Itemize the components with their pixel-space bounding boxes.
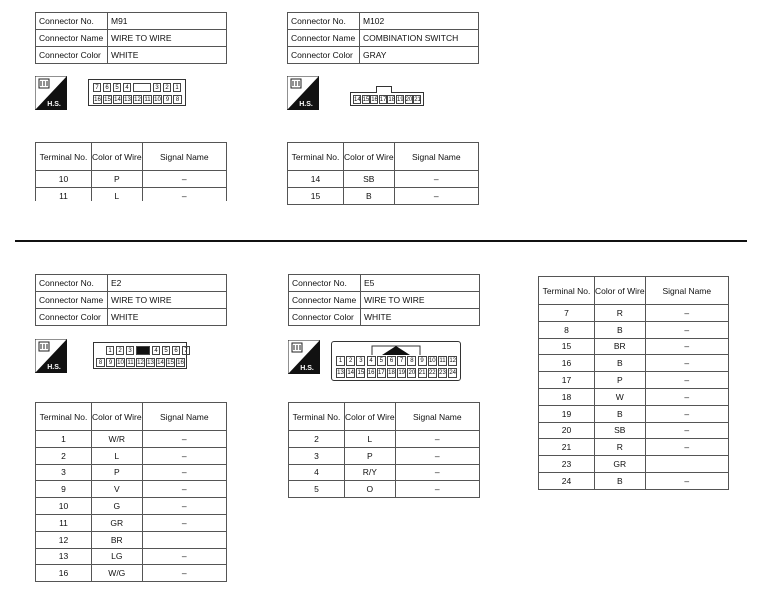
signal-name-cell: –: [645, 422, 728, 439]
connector-pin: 5: [113, 83, 121, 92]
m91-connector-face: [88, 79, 186, 106]
connector-pin: 9: [163, 95, 172, 104]
connector-pin: 9: [418, 356, 427, 366]
connector-color-label: Connector Color: [289, 309, 361, 326]
connector-pin: 6: [172, 346, 180, 355]
signal-name-cell: –: [142, 171, 226, 188]
terminal-no-cell: 11: [36, 187, 92, 204]
connector-pin: 1: [106, 346, 114, 355]
connector-pin: 11: [144, 97, 151, 103]
terminal-header-row: [539, 277, 729, 305]
connector-pin: 16: [367, 370, 375, 376]
wire-color-cell: P: [345, 447, 396, 464]
wire-color-header: Color of Wire: [344, 143, 395, 171]
terminal-no-cell: 21: [539, 439, 595, 456]
e2-terminal-table: [35, 402, 227, 582]
terminal-header-row: [36, 403, 227, 431]
table-row: [36, 481, 227, 498]
table-row: [539, 456, 729, 473]
connector-pin: 21: [418, 370, 426, 376]
section-divider: [15, 240, 747, 242]
connector-pin: 1: [336, 356, 345, 366]
hs-label: H.S.: [299, 101, 313, 108]
terminal-no-cell: 12: [36, 531, 92, 548]
connector-key-slot: [136, 346, 150, 355]
terminal-no-cell: 15: [539, 338, 595, 355]
signal-name-cell: –: [645, 338, 728, 355]
terminal-no-cell: 10: [36, 498, 92, 515]
table-row: [36, 531, 227, 548]
terminal-no-cell: 10: [36, 171, 92, 188]
harness-side-icon: [35, 339, 67, 373]
terminal-header-row: [288, 143, 479, 171]
connector-pin: 14: [114, 97, 121, 103]
hs-label: H.S.: [47, 101, 61, 108]
signal-name-cell: –: [142, 187, 226, 204]
m91-terminal-table: [35, 142, 227, 205]
signal-name-cell: –: [142, 565, 226, 582]
connector-pin: 7: [182, 346, 190, 355]
terminal-no-cell: 1: [36, 431, 92, 448]
signal-name-cell: –: [394, 171, 478, 188]
connector-pin: 15: [362, 97, 370, 103]
terminal-no-cell: 23: [539, 456, 595, 473]
table-row: [289, 431, 480, 448]
table-row: [539, 338, 729, 355]
signal-name-cell: –: [142, 464, 226, 481]
connector-pin: 14: [157, 360, 164, 366]
signal-name-cell: –: [395, 464, 479, 481]
terminal-no-cell: 13: [36, 548, 92, 565]
table-row: [36, 447, 227, 464]
m102-connector-lock: [376, 86, 392, 93]
connector-pin: 14: [354, 97, 361, 103]
harness-side-icon: [287, 76, 319, 110]
connector-pin: 4: [152, 346, 160, 355]
connector-name-label: Connector Name: [288, 30, 360, 47]
connector-pin: 12: [134, 97, 141, 103]
signal-name-cell: –: [395, 447, 479, 464]
harness-side-icon: [35, 76, 67, 110]
connector-pin: 2: [116, 346, 124, 355]
wire-color-cell: SB: [595, 422, 646, 439]
connector-pin: 8: [96, 358, 105, 367]
wire-color-cell: W/R: [92, 431, 143, 448]
signal-name-header: Signal Name: [645, 277, 728, 305]
wire-color-cell: L: [92, 187, 143, 204]
table-cutoff: [34, 201, 229, 209]
e2-connector-info: [35, 274, 227, 326]
connector-pin: 23: [439, 370, 446, 376]
connector-pin: 6: [387, 356, 396, 366]
connector-color-label: Connector Color: [288, 47, 360, 64]
table-row: [539, 422, 729, 439]
connector-no-value: E2: [108, 275, 227, 292]
connector-pin: 3: [356, 356, 365, 366]
wire-color-header: Color of Wire: [92, 403, 143, 431]
connector-pin: 16: [94, 97, 101, 103]
wire-color-header: Color of Wire: [92, 143, 143, 171]
terminal-header-row: [36, 143, 227, 171]
terminal-no-cell: 7: [539, 305, 595, 322]
terminal-no-header: Terminal No.: [36, 403, 92, 431]
connector-name-value: WIRE TO WIRE: [108, 30, 227, 47]
terminal-no-cell: 8: [539, 321, 595, 338]
connector-pin: 13: [124, 97, 131, 103]
terminal-no-cell: 4: [289, 464, 345, 481]
connector-color-value: WHITE: [108, 309, 227, 326]
signal-name-cell: –: [142, 481, 226, 498]
connector-pin: 20: [408, 370, 416, 376]
table-row: [36, 498, 227, 515]
connector-pin: 9: [106, 358, 115, 367]
table-row: [539, 305, 729, 322]
signal-name-cell: –: [645, 321, 728, 338]
signal-name-cell: –: [645, 372, 728, 389]
wire-color-cell: B: [344, 187, 395, 204]
wire-color-header: Color of Wire: [345, 403, 396, 431]
signal-name-header: Signal Name: [142, 403, 226, 431]
wire-color-cell: R: [595, 439, 646, 456]
table-row: [539, 405, 729, 422]
signal-name-cell: –: [395, 431, 479, 448]
wire-color-cell: W/G: [92, 565, 143, 582]
wire-color-cell: P: [92, 464, 143, 481]
connector-pin: 18: [388, 97, 396, 103]
connector-name-row: [36, 292, 227, 309]
signal-name-cell: –: [142, 548, 226, 565]
signal-name-cell: [645, 456, 728, 473]
terminal-header-row: [289, 403, 480, 431]
wire-color-cell: P: [92, 171, 143, 188]
connector-name-label: Connector Name: [36, 30, 108, 47]
hs-label: H.S.: [47, 364, 61, 371]
terminal-no-cell: 2: [289, 431, 345, 448]
connector-pin: 7: [93, 83, 101, 92]
hs-label: H.S.: [300, 365, 314, 372]
table-row: [539, 321, 729, 338]
e5-terminal-table-continued: [538, 276, 729, 490]
signal-name-cell: [142, 531, 226, 548]
wire-color-cell: SB: [344, 171, 395, 188]
connector-pin: 16: [371, 97, 378, 103]
wire-color-cell: GR: [92, 514, 143, 531]
terminal-no-cell: 3: [289, 447, 345, 464]
connector-pin: 12: [137, 360, 144, 366]
signal-name-cell: –: [645, 355, 728, 372]
terminal-no-cell: 5: [289, 481, 345, 498]
table-row: [36, 514, 227, 531]
connector-key-slot: [133, 83, 151, 92]
connector-no-label: Connector No.: [36, 275, 108, 292]
connector-pin: 2: [163, 83, 171, 92]
connector-no-label: Connector No.: [288, 13, 360, 30]
connector-no-row: [289, 275, 480, 292]
connector-pin: 18: [388, 370, 395, 376]
harness-side-icon: [288, 340, 320, 374]
terminal-no-cell: 19: [539, 405, 595, 422]
connector-color-row: [36, 309, 227, 326]
wire-color-cell: BR: [92, 531, 143, 548]
table-row: [289, 447, 480, 464]
m102-terminal-table: [287, 142, 479, 205]
signal-name-cell: –: [142, 447, 226, 464]
connector-pin: 7: [397, 356, 406, 366]
table-row: [36, 464, 227, 481]
connector-pin: 4: [367, 356, 376, 366]
signal-name-cell: –: [645, 472, 728, 489]
connector-pin: 5: [162, 346, 170, 355]
e5-connector-info: [288, 274, 480, 326]
connector-pin: 6: [103, 83, 111, 92]
connector-pin: 14: [347, 370, 355, 376]
table-row: [539, 439, 729, 456]
connector-pin: 10: [117, 360, 124, 366]
connector-no-row: [36, 275, 227, 292]
connector-no-value: M91: [108, 13, 227, 30]
connector-color-value: GRAY: [360, 47, 479, 64]
connector-pin: 10: [428, 358, 436, 364]
wire-color-cell: V: [92, 481, 143, 498]
wire-color-cell: O: [345, 481, 396, 498]
signal-name-cell: –: [645, 439, 728, 456]
table-row: [289, 464, 480, 481]
connector-name-row: [288, 30, 479, 47]
connector-pin: 8: [173, 95, 182, 104]
terminal-no-cell: 3: [36, 464, 92, 481]
e5-connector-hood: [332, 342, 460, 356]
connector-color-label: Connector Color: [36, 309, 108, 326]
e2-connector-face: [93, 342, 187, 369]
table-row: [539, 372, 729, 389]
connector-pin: 5: [377, 356, 386, 366]
connector-pin: 21: [414, 97, 421, 103]
wire-color-cell: L: [345, 431, 396, 448]
connector-pin: 19: [398, 370, 406, 376]
connector-pin: 12: [449, 358, 457, 364]
signal-name-cell: –: [645, 305, 728, 322]
connector-name-value: WIRE TO WIRE: [361, 292, 480, 309]
terminal-no-header: Terminal No.: [289, 403, 345, 431]
connector-pin: 3: [153, 83, 161, 92]
wire-color-cell: P: [595, 372, 646, 389]
terminal-no-cell: 24: [539, 472, 595, 489]
connector-pin: 16: [177, 360, 184, 366]
connector-pin: 20: [405, 97, 413, 103]
connector-pin: 19: [397, 97, 404, 103]
table-row: [288, 187, 479, 204]
connector-pin: 1: [173, 83, 181, 92]
terminal-no-cell: 11: [36, 514, 92, 531]
connector-pin: 11: [127, 360, 134, 366]
wire-color-cell: W: [595, 388, 646, 405]
table-row: [539, 472, 729, 489]
wire-color-cell: G: [92, 498, 143, 515]
connector-pin: 3: [126, 346, 134, 355]
connector-pin: 15: [167, 360, 174, 366]
wire-color-cell: B: [595, 355, 646, 372]
connector-name-label: Connector Name: [36, 292, 108, 309]
terminal-no-cell: 20: [539, 422, 595, 439]
e5-connector-face: [331, 341, 461, 381]
terminal-no-cell: 16: [36, 565, 92, 582]
signal-name-header: Signal Name: [394, 143, 478, 171]
connector-no-value: E5: [361, 275, 480, 292]
signal-name-cell: –: [142, 498, 226, 515]
wire-color-cell: R/Y: [345, 464, 396, 481]
connector-pin: 24: [449, 370, 457, 376]
table-row: [539, 355, 729, 372]
signal-name-header: Signal Name: [142, 143, 226, 171]
wire-color-cell: B: [595, 472, 646, 489]
terminal-no-cell: 2: [36, 447, 92, 464]
table-row: [36, 548, 227, 565]
wire-color-cell: L: [92, 447, 143, 464]
connector-pin: 22: [428, 370, 436, 376]
connector-no-row: [288, 13, 479, 30]
wire-color-cell: BR: [595, 338, 646, 355]
table-row: [36, 171, 227, 188]
table-row: [289, 481, 480, 498]
connector-color-row: [36, 47, 227, 64]
table-row: [288, 171, 479, 188]
wire-color-cell: B: [595, 405, 646, 422]
table-row: [36, 565, 227, 582]
terminal-no-header: Terminal No.: [288, 143, 344, 171]
signal-name-cell: –: [394, 187, 478, 204]
table-row: [539, 388, 729, 405]
connector-color-value: WHITE: [361, 309, 480, 326]
connector-color-row: [289, 309, 480, 326]
m102-connector-info: [287, 12, 479, 64]
signal-name-cell: –: [142, 514, 226, 531]
connector-pin: 15: [104, 97, 111, 103]
terminal-no-cell: 16: [539, 355, 595, 372]
connector-name-row: [36, 30, 227, 47]
signal-name-cell: –: [645, 388, 728, 405]
terminal-no-header: Terminal No.: [539, 277, 595, 305]
wire-color-cell: B: [595, 321, 646, 338]
wire-color-cell: LG: [92, 548, 143, 565]
wire-color-cell: GR: [595, 456, 646, 473]
connector-no-label: Connector No.: [36, 13, 108, 30]
terminal-no-cell: 17: [539, 372, 595, 389]
signal-name-cell: –: [142, 431, 226, 448]
connector-pin: 11: [439, 358, 446, 364]
terminal-no-cell: 18: [539, 388, 595, 405]
terminal-no-cell: 15: [288, 187, 344, 204]
signal-name-cell: –: [645, 405, 728, 422]
connector-name-row: [289, 292, 480, 309]
connector-color-row: [288, 47, 479, 64]
connector-pin: 13: [337, 370, 344, 376]
table-row: [36, 431, 227, 448]
signal-name-cell: –: [395, 481, 479, 498]
connector-pin: 17: [377, 370, 385, 376]
connector-pin: 2: [346, 356, 355, 366]
wire-color-header: Color of Wire: [595, 277, 646, 305]
connector-name-label: Connector Name: [289, 292, 361, 309]
connector-name-value: COMBINATION SWITCH: [360, 30, 479, 47]
connector-no-label: Connector No.: [289, 275, 361, 292]
terminal-no-cell: 14: [288, 171, 344, 188]
connector-no-value: M102: [360, 13, 479, 30]
wire-color-cell: R: [595, 305, 646, 322]
connector-pin: 4: [123, 83, 131, 92]
signal-name-header: Signal Name: [395, 403, 479, 431]
connector-color-label: Connector Color: [36, 47, 108, 64]
m91-connector-info: [35, 12, 227, 64]
connector-name-value: WIRE TO WIRE: [108, 292, 227, 309]
connector-pin: 17: [379, 97, 387, 103]
e5-terminal-table: [288, 402, 480, 498]
connector-color-value: WHITE: [108, 47, 227, 64]
terminal-no-cell: 9: [36, 481, 92, 498]
connector-pin: 15: [357, 370, 365, 376]
connector-pin: 10: [154, 97, 161, 103]
connector-pin: 8: [407, 356, 416, 366]
m102-connector-face: [350, 92, 424, 106]
connector-pin: 13: [147, 360, 154, 366]
connector-no-row: [36, 13, 227, 30]
terminal-no-header: Terminal No.: [36, 143, 92, 171]
